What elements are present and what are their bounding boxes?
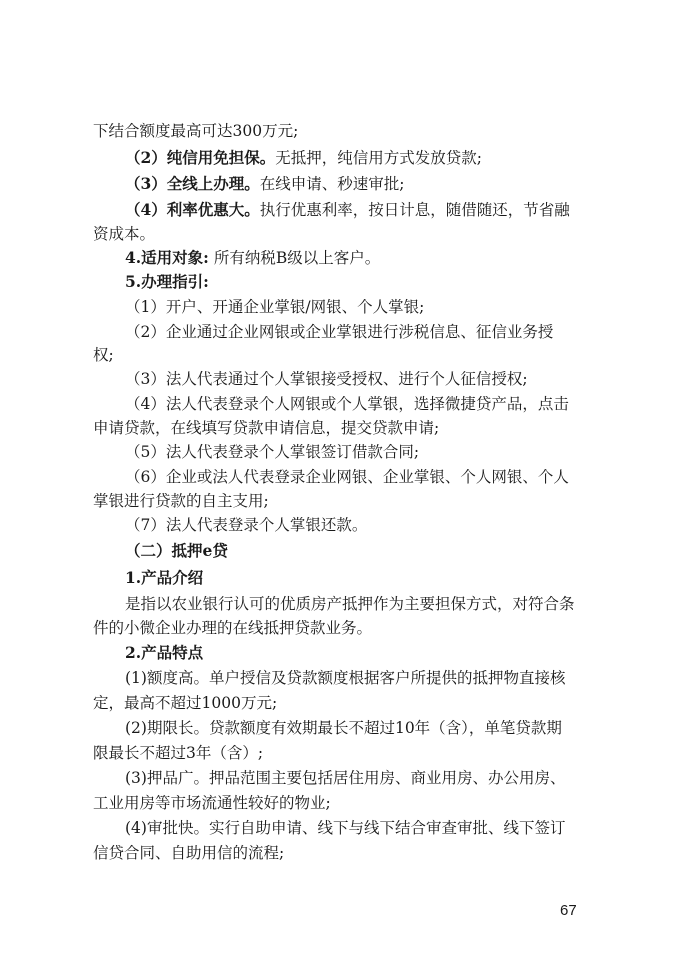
text-line: （7）法人代表登录个人掌银还款。 <box>125 516 368 534</box>
text-line: （6）企业或法人代表登录企业网银、企业掌银、个人网银、个人 <box>125 468 569 486</box>
section-heading: （二）抵押e贷 <box>125 541 228 560</box>
text-line: (4)审批快。实行自助申请、线下与线下结合审查审批、线下签订 <box>125 819 566 837</box>
text-line: 资成本。 <box>93 225 156 243</box>
text-line: （1）开户、开通企业掌银/网银、个人掌银; <box>125 298 425 316</box>
text-line: 是指以农业银行认可的优质房产抵押作为主要担保方式，对符合条 <box>125 595 575 613</box>
text-line: 掌银进行贷款的自主支用; <box>93 492 269 510</box>
text-line: （5）法人代表登录个人掌银签订借款合同; <box>125 443 420 461</box>
text-line: （4）法人代表登录个人网银或个人掌银，选择微捷贷产品，点击 <box>125 395 569 413</box>
text-line: （3）全线上办理。在线申请、秒速审批; <box>125 174 405 193</box>
text-line: 权; <box>93 346 114 364</box>
text-line: 申请贷款，在线填写贷款申请信息，提交贷款申请; <box>93 419 440 437</box>
text-line: （2）纯信用免担保。无抵押，纯信用方式发放贷款; <box>125 148 483 167</box>
text-line: （3）法人代表通过个人掌银接受授权、进行个人征信授权; <box>125 370 528 388</box>
text-line: 下结合额度最高可达300万元; <box>93 122 299 140</box>
text-line: (3)押品广。押品范围主要包括居住用房、商业用房、办公用房、 <box>125 769 566 787</box>
text-line: 限最长不超过3年（含）; <box>93 744 264 762</box>
text-line: 定，最高不超过1000万元; <box>93 694 278 712</box>
text-line: 4.适用对象: 所有纳税B级以上客户。 <box>125 248 381 267</box>
subheading: 2.产品特点 <box>125 643 204 662</box>
text-line: 信贷合同、自助用信的流程; <box>93 844 285 862</box>
text-line: 5.办理指引: <box>125 272 209 291</box>
text-line: 件的小微企业办理的在线抵押贷款业务。 <box>93 619 373 637</box>
text-line: 工业用房等市场流通性较好的物业; <box>93 794 331 812</box>
page-number: 67 <box>560 902 577 919</box>
text-line: (2)期限长。贷款额度有效期最长不超过10年（含），单笔贷款期 <box>125 719 562 737</box>
subheading: 1.产品介绍 <box>125 568 204 587</box>
text-line: （2）企业通过企业网银或企业掌银进行涉税信息、征信业务授 <box>125 323 554 341</box>
text-line: （4）利率优惠大。执行优惠利率，按日计息，随借随还，节省融 <box>125 200 570 219</box>
text-line: (1)额度高。单户授信及贷款额度根据客户所提供的抵押物直接核 <box>125 669 566 687</box>
